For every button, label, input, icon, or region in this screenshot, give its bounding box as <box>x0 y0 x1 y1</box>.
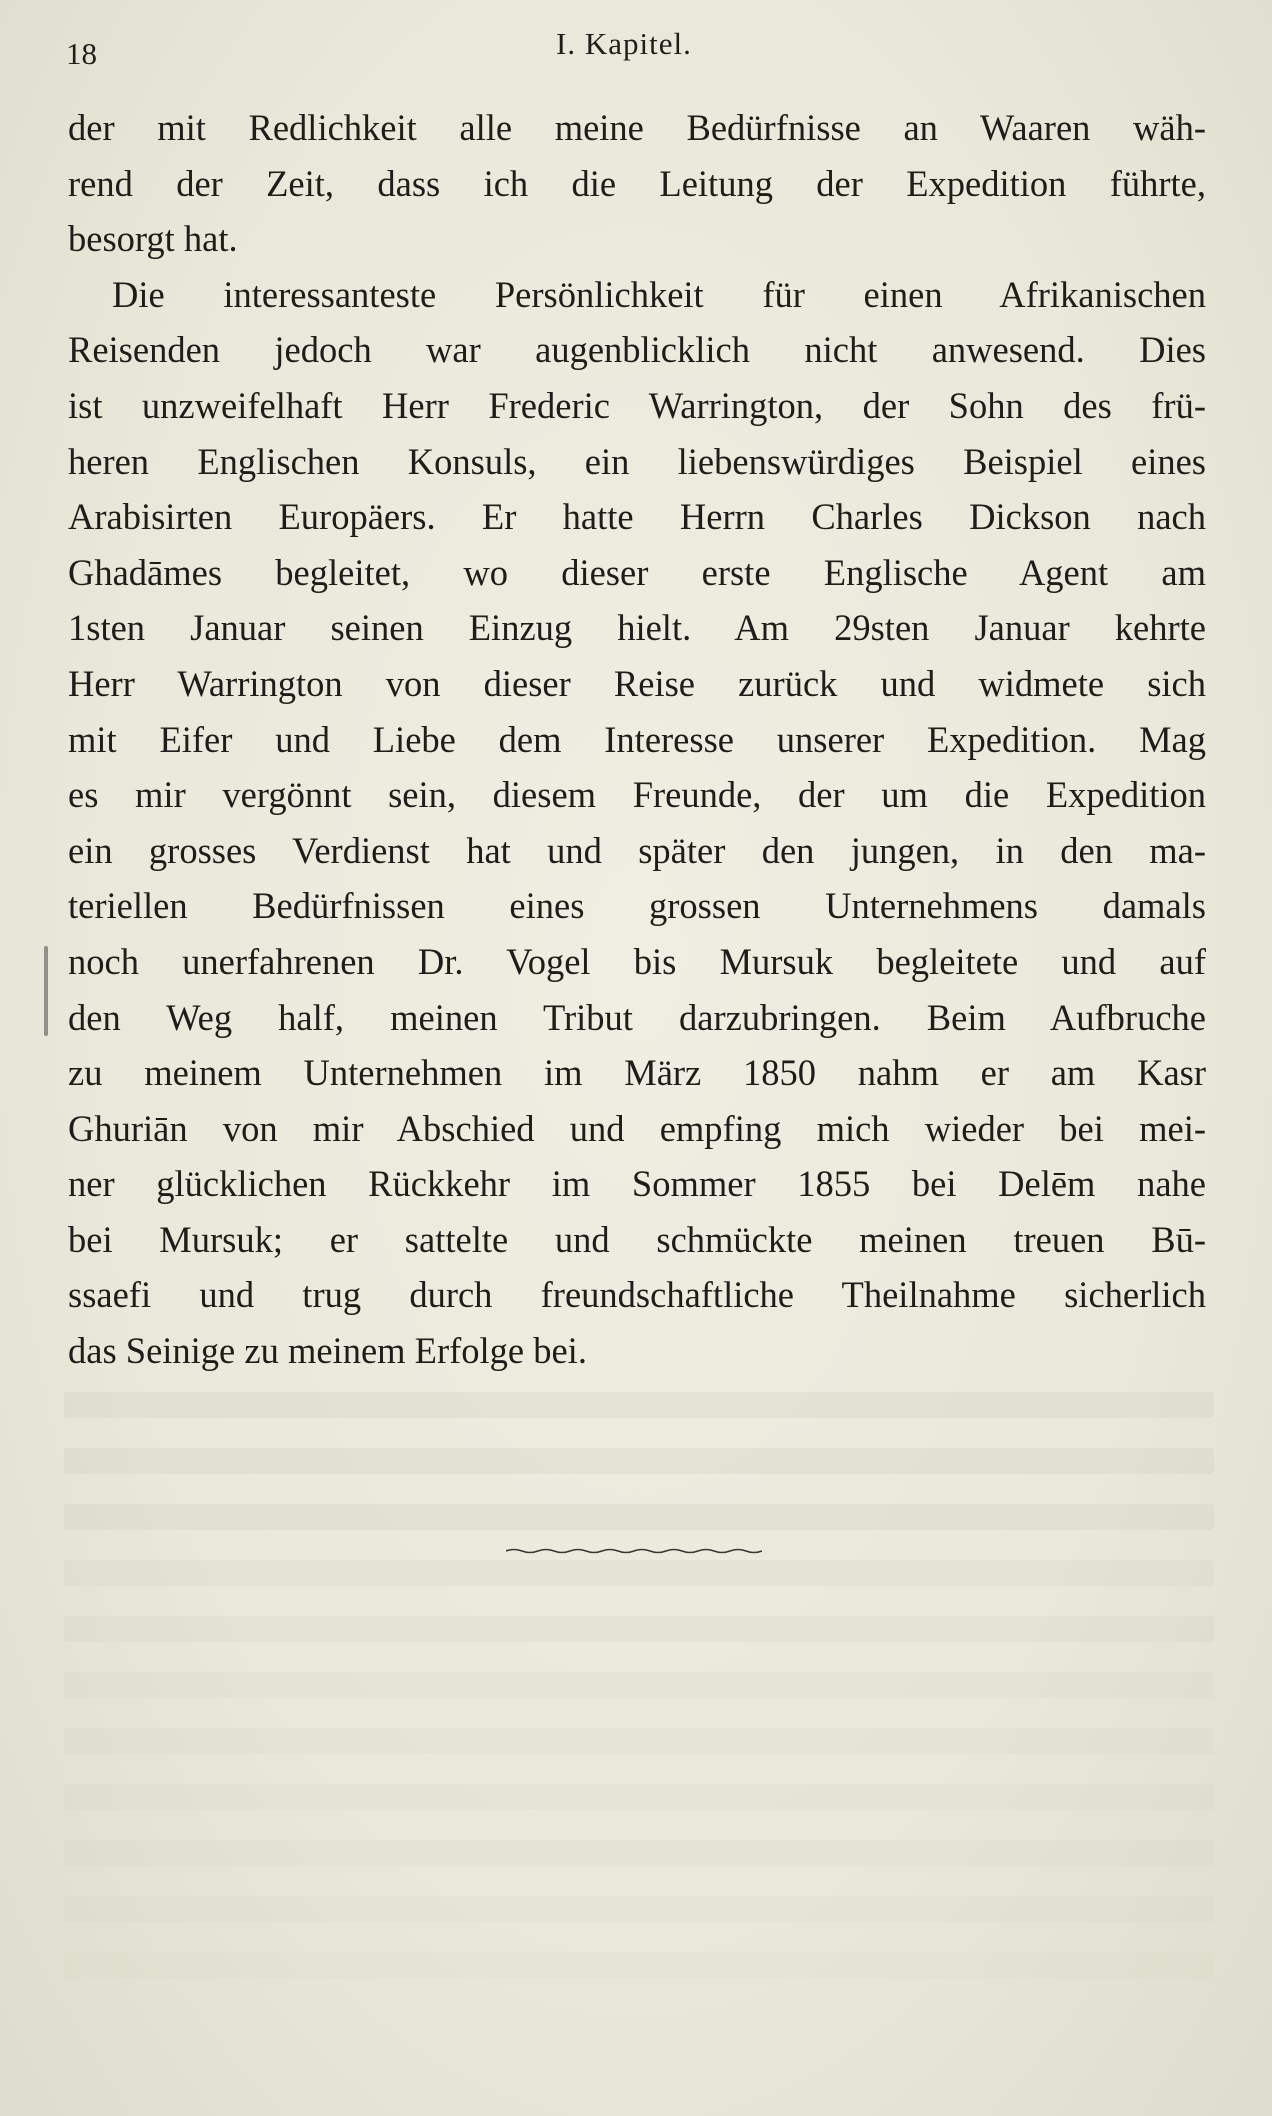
bleed-through-line <box>64 1560 1214 1586</box>
bleed-through-line <box>64 1616 1214 1642</box>
text-line: teriellen Bedürfnissen eines grossen Unternehmens damals <box>68 885 1206 927</box>
text-line: Ghadāmes begleitet, wo dieser erste Englische Agent am <box>68 551 1206 593</box>
text-line: zu meinem Unternehmen im März 1850 nahm er am Kasr <box>68 1052 1206 1094</box>
text-line: bei Mursuk; er sattelte und schmückte meinen treuen Bū- <box>68 1218 1206 1260</box>
bleed-through-line <box>64 1896 1214 1922</box>
text-line: Die interessanteste Persönlichkeit für einen Afrikanischen <box>112 273 1206 315</box>
text-line: noch unerfahrenen Dr. Vogel bis Mursuk begleitete und auf <box>68 940 1206 982</box>
bleed-through-line <box>64 1840 1214 1866</box>
page-header <box>66 26 1206 76</box>
bleed-through-line <box>64 1952 1214 1978</box>
text-line: ist unzweifelhaft Herr Frederic Warrington, der Sohn des frü- <box>68 384 1206 426</box>
text-line: besorgt hat. <box>68 218 238 260</box>
text-line: es mir vergönnt sein, diesem Freunde, der um die Expedition <box>68 774 1206 816</box>
section-divider-ornament <box>506 1548 762 1554</box>
text-line: ein grosses Verdienst hat und später den jungen, in den ma- <box>68 829 1206 871</box>
bleed-through-line <box>64 1784 1214 1810</box>
margin-pencil-mark <box>44 946 48 1036</box>
bleed-through-line <box>64 1504 1214 1530</box>
page-number: 18 <box>66 36 97 71</box>
running-head: I. Kapitel. <box>556 26 692 61</box>
bleed-through-line <box>64 1728 1214 1754</box>
text-line: ssaefi und trug durch freundschaftliche Theilnahme sicherlich <box>68 1274 1206 1316</box>
text-line: 1sten Januar seinen Einzug hielt. Am 29sten Januar kehrte <box>68 607 1206 649</box>
text-line: Herr Warrington von dieser Reise zurück und widmete sich <box>68 662 1206 704</box>
text-line: den Weg half, meinen Tribut darzubringen. Beim Aufbruche <box>68 996 1206 1038</box>
bleed-through-line <box>64 1672 1214 1698</box>
text-line: heren Englischen Konsuls, ein liebenswürdiges Beispiel eines <box>68 440 1206 482</box>
text-line: mit Eifer und Liebe dem Interesse unserer Expedition. Mag <box>68 718 1206 760</box>
body-text <box>68 100 1206 1379</box>
text-line: rend der Zeit, dass ich die Leitung der Expedition führte, <box>68 162 1206 204</box>
text-line: Reisenden jedoch war augenblicklich nicht anwesend. Dies <box>68 329 1206 371</box>
text-line: der mit Redlichkeit alle meine Bedürfnisse an Waaren wäh- <box>68 107 1206 148</box>
text-line: das Seinige zu meinem Erfolge bei. <box>68 1330 587 1372</box>
bleed-through-line <box>64 1392 1214 1418</box>
bleed-through-line <box>64 1448 1214 1474</box>
text-line: ner glücklichen Rückkehr im Sommer 1855 bei Delēm nahe <box>68 1163 1206 1205</box>
text-line: Arabisirten Europäers. Er hatte Herrn Charles Dickson nach <box>68 496 1206 538</box>
text-line: Ghuriān von mir Abschied und empfing mich wieder bei mei- <box>68 1107 1206 1149</box>
